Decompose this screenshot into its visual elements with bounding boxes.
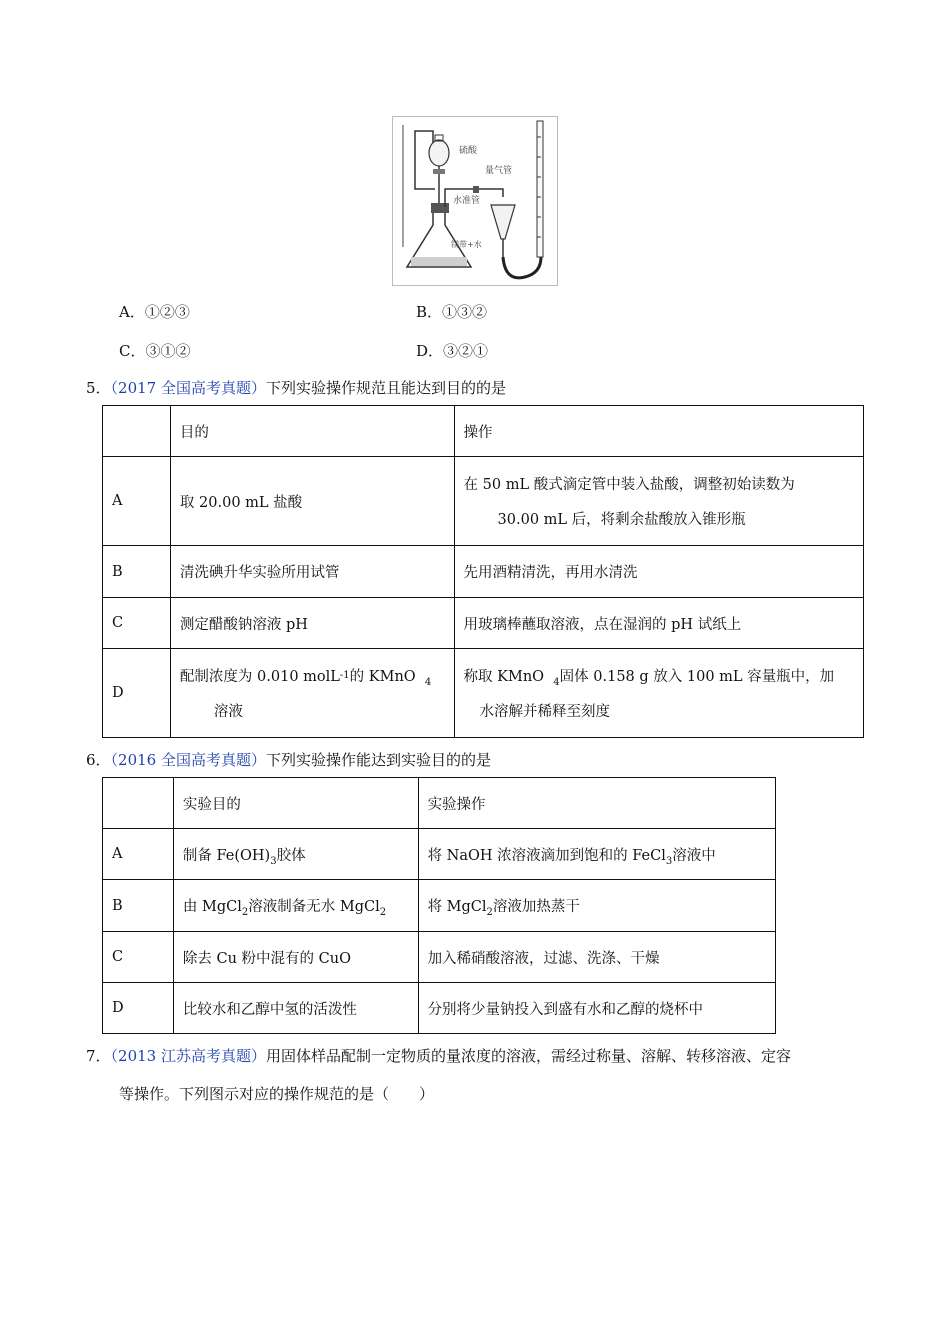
q7-stem-line2: 等操作。下列图示对应的操作规范的是（ ） bbox=[119, 1085, 435, 1103]
table-header-row bbox=[103, 406, 864, 457]
q6-stem: 6．（2016 全国高考真题）下列实验操作能达到实验目的的是 bbox=[86, 751, 492, 769]
table-row: D 配制浓度为 0.010 molL$^{-1}$的 KMnO $_4$ 溶液 称取 KMnO $_4$固体 0.158 g 放入 100 mL 容量瓶中，加 水溶解并稀释至刻度 bbox=[103, 649, 864, 738]
q6-source: （2016 全国高考真题） bbox=[110, 751, 266, 769]
q5-stem: 5．（2017 全国高考真题）下列实验操作规范且能达到目的的是 bbox=[86, 379, 507, 397]
header-goal: 目的 bbox=[170, 406, 454, 457]
table-row: A 取 20.00 mL 盐酸 在 50 mL 酸式滴定管中装入盐酸，调整初始读数为 30.00 mL 后，将剩余盐酸放入锥形瓶 bbox=[103, 457, 864, 546]
q5-source: （2017 全国高考真题） bbox=[110, 379, 266, 397]
label-mg: 镁带+水 bbox=[451, 240, 482, 249]
table-row: C 除去 Cu 粉中混有的 CuO 加入稀硝酸溶液，过滤、洗涤、干燥 bbox=[103, 932, 776, 983]
label-gas-tube: 量气管 bbox=[485, 166, 513, 176]
q7-source: （2013 江苏高考真题） bbox=[110, 1047, 266, 1065]
q5-table bbox=[102, 405, 864, 738]
header-operation: 操作 bbox=[454, 406, 863, 457]
header-goal: 实验目的 bbox=[173, 778, 418, 829]
table-row: A 制备 $Fe(OH)_3$胶体 将 NaOH 浓溶液滴加到饱和的 FeCl$_3$溶液中 bbox=[103, 829, 776, 880]
table-header-row bbox=[103, 778, 776, 829]
q4-option-a: A．①②③ bbox=[119, 303, 190, 321]
q6-table bbox=[102, 777, 776, 1034]
q7-stem: 7．（2013 江苏高考真题）用固体样品配制一定物质的量浓度的溶液，需经过称量、溶解、转移溶液、定容 bbox=[86, 1047, 792, 1065]
label-acid: 硫酸 bbox=[459, 146, 478, 156]
q4-option-b: B．①③② bbox=[416, 303, 488, 321]
gas-measurement-apparatus-diagram bbox=[393, 117, 557, 285]
table-row: C 测定醋酸钠溶液 pH 用玻璃棒蘸取溶液，点在湿润的 pH 试纸上 bbox=[103, 598, 864, 649]
q4-option-c: C．③①② bbox=[119, 342, 191, 360]
table-row: B 清洗碘升华实验所用试管 先用酒精清洗，再用水清洗 bbox=[103, 546, 864, 598]
q4-option-d: D．③②① bbox=[416, 342, 489, 360]
table-row: D 比较水和乙醇中氢的活泼性 分别将少量钠投入到盛有水和乙醇的烧杯中 bbox=[103, 983, 776, 1034]
label-level-tube: 水准管 bbox=[453, 196, 481, 206]
apparatus-figure bbox=[392, 116, 558, 286]
table-row: B 由 MgCl$_2$溶液制备无水 MgCl$_2$ 将 MgCl$_2$溶液加热蒸干 bbox=[103, 880, 776, 932]
header-operation: 实验操作 bbox=[418, 778, 775, 829]
